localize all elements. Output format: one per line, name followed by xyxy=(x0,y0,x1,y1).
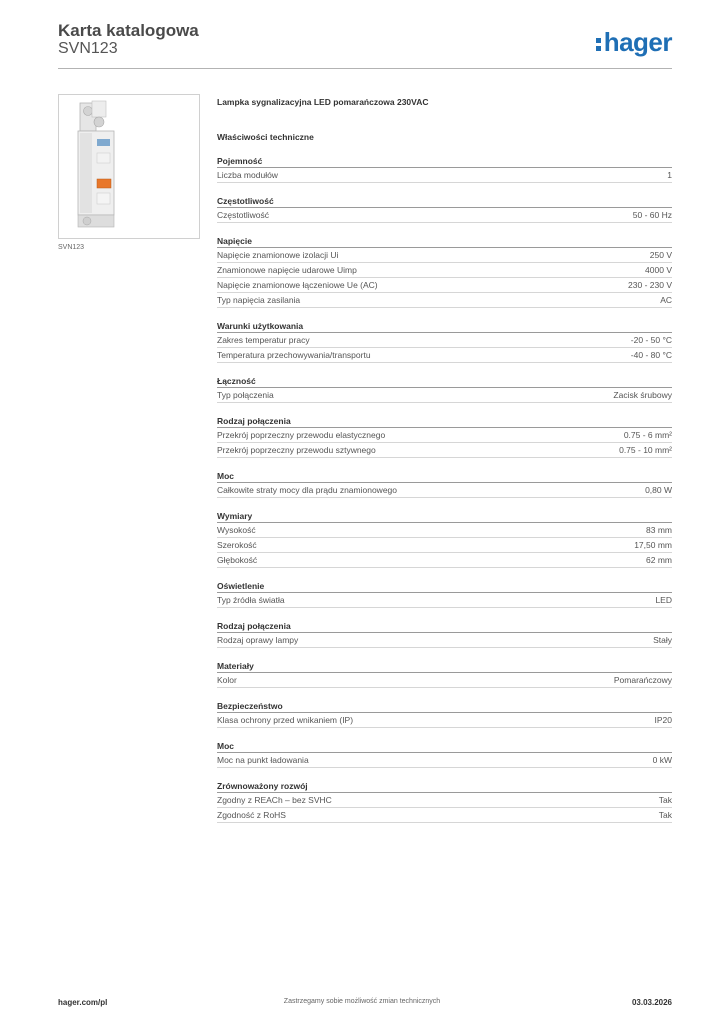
spec-value: 62 mm xyxy=(646,555,672,565)
spec-group xyxy=(217,701,672,728)
spec-label: Całkowite straty mocy dla prądu znamionowego xyxy=(217,485,398,495)
spec-value: AC xyxy=(660,295,672,305)
spec-value: Zacisk śrubowy xyxy=(613,390,672,400)
spec-group-title: Rodzaj połączenia xyxy=(217,416,672,428)
spec-label: Kolor xyxy=(217,675,237,685)
spec-group xyxy=(217,621,672,648)
spec-label: Moc na punkt ładowania xyxy=(217,755,309,765)
spec-group-title: Warunki użytkowania xyxy=(217,321,672,333)
spec-value: Pomarańczowy xyxy=(613,675,672,685)
spec-group xyxy=(217,416,672,458)
spec-value: 4000 V xyxy=(645,265,672,275)
spec-label: Rodzaj oprawy lampy xyxy=(217,635,299,645)
spec-row xyxy=(217,538,672,553)
spec-value: 230 - 230 V xyxy=(628,280,672,290)
product-image-caption: SVN123 xyxy=(58,244,85,251)
spec-row xyxy=(217,333,672,348)
spec-label: Napięcie znamionowe łączeniowe Ue (AC) xyxy=(217,280,378,290)
spec-group-title: Bezpieczeństwo xyxy=(217,701,672,713)
footer-website: hager.com/pl xyxy=(58,998,108,1007)
spec-label: Znamionowe napięcie udarowe Uimp xyxy=(217,265,357,275)
spec-label: Typ napięcia zasilania xyxy=(217,295,301,305)
spec-group-title: Wymiary xyxy=(217,511,672,523)
page-title: Karta katalogowa xyxy=(58,21,199,40)
spec-value: Tak xyxy=(658,810,672,820)
spec-group xyxy=(217,581,672,608)
spec-label: Typ połączenia xyxy=(217,390,274,400)
spec-label: Szerokość xyxy=(217,540,257,550)
spec-row xyxy=(217,593,672,608)
spec-group-title: Pojemność xyxy=(217,156,672,168)
spec-value: 1 xyxy=(667,170,672,180)
spec-row xyxy=(217,248,672,263)
spec-row xyxy=(217,263,672,278)
spec-group xyxy=(217,781,672,823)
spec-value: -40 - 80 °C xyxy=(630,350,672,360)
specs-heading: Właściwości techniczne xyxy=(217,132,314,142)
spec-value: Tak xyxy=(658,795,672,805)
spec-row xyxy=(217,553,672,568)
spec-group xyxy=(217,511,672,568)
spec-value: -20 - 50 °C xyxy=(630,335,672,345)
spec-group-title: Materiały xyxy=(217,661,672,673)
spec-group xyxy=(217,471,672,498)
product-code: SVN123 xyxy=(58,40,118,57)
spec-row xyxy=(217,808,672,823)
spec-value: 0 kW xyxy=(652,755,672,765)
spec-value: 50 - 60 Hz xyxy=(632,210,672,220)
spec-row xyxy=(217,278,672,293)
spec-group-title: Rodzaj połączenia xyxy=(217,621,672,633)
logo-colon-icon xyxy=(596,35,602,54)
spec-groups xyxy=(217,156,672,823)
spec-label: Napięcie znamionowe izolacji Ui xyxy=(217,250,339,260)
spec-value: IP20 xyxy=(654,715,672,725)
spec-group-title: Moc xyxy=(217,741,672,753)
spec-value: 83 mm xyxy=(646,525,672,535)
spec-row xyxy=(217,523,672,538)
spec-group-title: Napięcie xyxy=(217,236,672,248)
product-name: Lampka sygnalizacyjna LED pomarańczowa 230VAC xyxy=(217,97,429,107)
spec-row xyxy=(217,713,672,728)
footer-notice: Zastrzegamy sobie możliwość zmian technicznych xyxy=(283,998,441,1005)
spec-group-title: Oświetlenie xyxy=(217,581,672,593)
spec-label: Głębokość xyxy=(217,555,258,565)
spec-group-title: Łączność xyxy=(217,376,672,388)
product-image xyxy=(58,94,200,239)
spec-group xyxy=(217,236,672,308)
spec-row xyxy=(217,633,672,648)
spec-row xyxy=(217,673,672,688)
spec-label: Zgodność z RoHS xyxy=(217,810,286,820)
spec-group xyxy=(217,156,672,183)
spec-row xyxy=(217,208,672,223)
spec-row xyxy=(217,793,672,808)
spec-group xyxy=(217,376,672,403)
spec-label: Zakres temperatur pracy xyxy=(217,335,310,345)
spec-row xyxy=(217,428,672,443)
spec-row xyxy=(217,483,672,498)
spec-group-title: Moc xyxy=(217,471,672,483)
spec-value: LED xyxy=(655,595,672,605)
spec-group xyxy=(217,661,672,688)
spec-group xyxy=(217,196,672,223)
spec-row xyxy=(217,443,672,458)
spec-row xyxy=(217,753,672,768)
spec-group-title: Zrównoważony rozwój xyxy=(217,781,672,793)
spec-value: 0,80 W xyxy=(645,485,672,495)
header-divider xyxy=(58,68,672,69)
spec-label: Wysokość xyxy=(217,525,256,535)
spec-row xyxy=(217,293,672,308)
product-illustration xyxy=(59,95,199,238)
spec-label: Temperatura przechowywania/transportu xyxy=(217,350,371,360)
spec-label: Częstotliwość xyxy=(217,210,269,220)
hager-logo xyxy=(596,27,672,57)
logo-wordmark: hager xyxy=(603,27,672,57)
spec-sheet xyxy=(217,96,672,823)
spec-value: 250 V xyxy=(649,250,672,260)
spec-group xyxy=(217,741,672,768)
spec-label: Typ źródła światła xyxy=(217,595,285,605)
footer-date: 03.03.2026 xyxy=(631,998,672,1007)
spec-value: Stały xyxy=(653,635,672,645)
spec-row xyxy=(217,388,672,403)
spec-row xyxy=(217,348,672,363)
spec-group xyxy=(217,321,672,363)
spec-value: 0.75 - 6 mm² xyxy=(623,430,672,440)
spec-label: Przekrój poprzeczny przewodu elastycznego xyxy=(217,430,386,440)
spec-row xyxy=(217,168,672,183)
spec-label: Klasa ochrony przed wnikaniem (IP) xyxy=(217,715,354,725)
spec-value: 0.75 - 10 mm² xyxy=(619,445,672,455)
spec-group-title: Częstotliwość xyxy=(217,196,672,208)
spec-label: Zgodny z REACh – bez SVHC xyxy=(217,795,332,805)
spec-label: Przekrój poprzeczny przewodu sztywnego xyxy=(217,445,376,455)
spec-label: Liczba modułów xyxy=(217,170,278,180)
spec-value: 17,50 mm xyxy=(634,540,672,550)
